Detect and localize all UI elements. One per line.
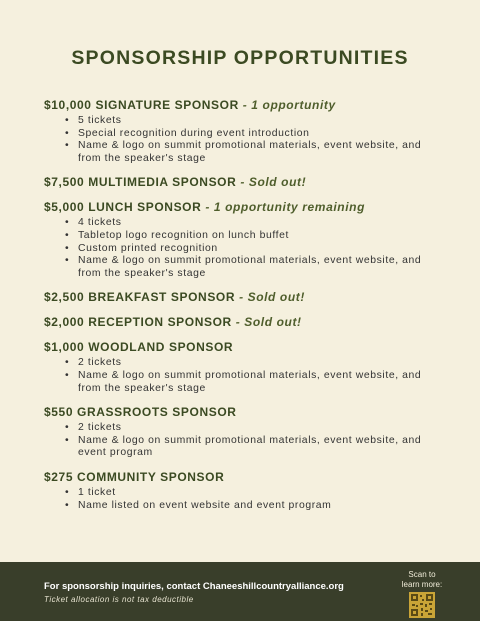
sponsor-tier xyxy=(44,340,444,395)
tier-heading xyxy=(44,315,444,330)
perk-list xyxy=(44,357,444,395)
perk-list xyxy=(44,115,444,165)
tier-name: $5,000 LUNCH SPONSOR xyxy=(44,200,202,215)
perk-text: 1 ticket xyxy=(78,486,116,498)
bullet-icon: • xyxy=(65,229,70,241)
tier-heading xyxy=(44,98,444,113)
perk-item xyxy=(64,230,444,243)
tax-disclaimer: Ticket allocation is not tax deductible xyxy=(44,595,194,604)
tier-availability: - Sold out! xyxy=(235,315,302,330)
sponsor-tier xyxy=(44,315,444,330)
perk-item xyxy=(64,435,444,460)
perk-text: Name & logo on summit promotional materials, event website, and from the speaker's stage xyxy=(78,140,422,164)
perk-item xyxy=(64,500,444,513)
tier-availability: - 1 opportunity remaining xyxy=(205,200,365,215)
tier-availability: - Sold out! xyxy=(239,290,305,305)
bullet-icon: • xyxy=(65,486,70,498)
perk-item xyxy=(64,255,444,280)
perk-item xyxy=(64,128,444,141)
perk-item xyxy=(64,422,444,435)
perk-text: Custom printed recognition xyxy=(78,242,218,254)
bullet-icon: • xyxy=(65,140,70,152)
perk-item xyxy=(64,115,444,128)
scan-prompt-line-1: Scan to xyxy=(408,570,436,579)
bullet-icon: • xyxy=(65,127,70,139)
bullet-icon: • xyxy=(65,115,70,126)
bullet-icon: • xyxy=(65,255,70,267)
perk-item xyxy=(64,370,444,395)
tier-heading xyxy=(44,340,444,355)
perk-text: 2 tickets xyxy=(78,357,122,369)
tier-name: $7,500 MULTIMEDIA SPONSOR xyxy=(44,175,237,190)
perk-text: Name & logo on summit promotional materials, event website, and from the speaker's stage xyxy=(78,255,422,279)
perk-text: 5 tickets xyxy=(78,115,122,126)
tier-heading xyxy=(44,470,444,485)
perk-text: Name listed on event website and event program xyxy=(78,499,332,511)
tier-name: $550 GRASSROOTS SPONSOR xyxy=(44,405,237,420)
tier-name: $275 COMMUNITY SPONSOR xyxy=(44,469,225,484)
tier-heading xyxy=(44,290,444,305)
tier-name: $2,500 BREAKFAST SPONSOR xyxy=(44,290,236,305)
perk-text: Name & logo on summit promotional materials, event website, and event program xyxy=(78,434,422,459)
bullet-icon: • xyxy=(65,369,70,381)
page-title: SPONSORSHIP OPPORTUNITIES xyxy=(71,47,409,69)
perk-item xyxy=(64,217,444,230)
tier-heading xyxy=(44,175,444,190)
perk-text: Name & logo on summit promotional materials, event website, and from the speaker's stage xyxy=(78,369,422,394)
bullet-icon: • xyxy=(65,434,70,446)
perk-item xyxy=(64,357,444,370)
sponsor-tier xyxy=(44,175,444,190)
sponsor-tier-list xyxy=(44,98,444,522)
perk-item xyxy=(64,140,444,165)
perk-text: 4 tickets xyxy=(78,217,122,229)
bullet-icon: • xyxy=(65,422,70,434)
perk-list xyxy=(44,217,444,280)
perk-text: 2 tickets xyxy=(78,422,122,434)
qr-code-icon[interactable] xyxy=(409,592,435,618)
perk-text: Tabletop logo recognition on lunch buffet xyxy=(78,229,290,241)
tier-heading xyxy=(44,200,444,215)
tier-name: $10,000 SIGNATURE SPONSOR xyxy=(44,98,239,112)
sponsor-tier xyxy=(44,405,444,460)
sponsor-tier xyxy=(44,470,444,512)
tier-availability: - Sold out! xyxy=(240,175,307,190)
scan-prompt-line-2: learn more: xyxy=(401,579,443,589)
tier-name: $2,000 RECEPTION SPONSOR xyxy=(44,315,232,330)
tier-availability: - 1 opportunity xyxy=(242,98,336,112)
bullet-icon: • xyxy=(65,499,70,511)
perk-item xyxy=(64,243,444,256)
perk-list xyxy=(44,487,444,512)
tier-heading xyxy=(44,405,444,420)
bullet-icon: • xyxy=(65,242,70,254)
bullet-icon: • xyxy=(65,217,70,229)
sponsor-tier xyxy=(44,290,444,305)
bullet-icon: • xyxy=(65,357,70,369)
scan-prompt xyxy=(389,570,455,589)
contact-text[interactable]: For sponsorship inquiries, contact Chaneeshillcountryalliance.org xyxy=(44,581,344,592)
sponsor-tier xyxy=(44,98,444,165)
perk-list xyxy=(44,422,444,460)
perk-item xyxy=(64,487,444,500)
sponsor-tier xyxy=(44,200,444,280)
footer-bar xyxy=(0,562,480,621)
tier-name: $1,000 WOODLAND SPONSOR xyxy=(44,340,234,355)
perk-text: Special recognition during event introduction xyxy=(78,127,310,139)
